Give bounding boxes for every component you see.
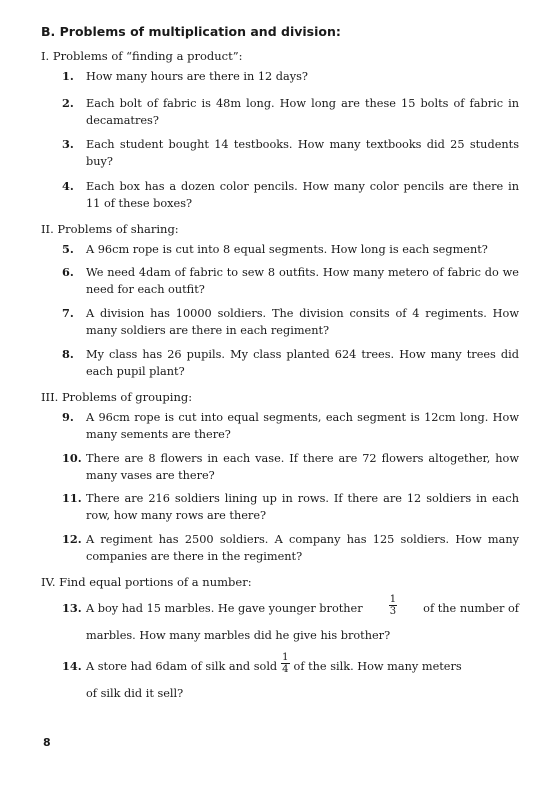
problem-number: 5. — [62, 242, 74, 256]
problem-number: 13. — [62, 601, 82, 615]
problem-number: 8. — [62, 347, 74, 361]
problem-text: My class has 26 pupils. My class planted 624 trees. How many trees did each pupil plant? — [86, 348, 519, 378]
problem-text: Each box has a dozen color pencils. How many color pencils are there in 11 of these boxes? — [86, 180, 519, 210]
subsection-title: I. Problems of “finding a product”: — [41, 49, 243, 63]
problem-text: A regiment has 2500 soldiers. A company has 125 soldiers. How many companies are there in the regiment? — [86, 533, 519, 563]
problem-number: 3. — [62, 137, 74, 151]
problem-text-line2: marbles. How many marbles did he give his brother? — [86, 629, 391, 642]
problem-number: 11. — [62, 491, 82, 505]
problem-number: 12. — [62, 532, 82, 546]
problem-text — [86, 594, 519, 644]
problem-number: 4. — [62, 179, 74, 193]
problem-item — [62, 450, 519, 484]
problem-number: 9. — [62, 410, 74, 424]
problem-text: A 96cm rope is cut into 8 equal segments. How long is each segment? — [86, 243, 488, 256]
problem-number: 2. — [62, 96, 74, 110]
problem-number: 7. — [62, 306, 74, 320]
problem-item — [62, 346, 519, 380]
problem-text: A 96cm rope is cut into equal segments, each segment is 12cm long. How many sements are there? — [86, 411, 519, 441]
subsection-title: II. Problems of sharing: — [41, 222, 179, 236]
subsection-title: III. Problems of grouping: — [41, 390, 193, 404]
problem-number: 1. — [62, 69, 74, 83]
problem-item — [62, 264, 519, 298]
problem-text-line2: of silk did it sell? — [86, 687, 184, 700]
problem-text-before: A store had 6dam of silk and sold — [86, 660, 278, 673]
problem-item — [62, 136, 519, 170]
problem-text: There are 216 soldiers lining up in rows. If there are 12 soldiers in each row, how many rows are there? — [86, 492, 519, 522]
problem-item — [62, 178, 519, 212]
problem-number: 14. — [62, 659, 82, 673]
problem-item — [62, 241, 519, 258]
fraction-denominator: 3 — [389, 606, 397, 617]
subsection-title: IV. Find equal portions of a number: — [41, 575, 252, 589]
problem-text: We need 4dam of fabric to sew 8 outfits. How many metero of fabric do we need for each outfit? — [86, 266, 519, 296]
problem-item — [62, 95, 519, 129]
problem-text: How many hours are there in 12 days? — [86, 70, 308, 83]
problem-text: A division has 10000 soldiers. The division consits of 4 regiments. How many soldiers are there in each regiment? — [86, 307, 519, 337]
problem-text — [86, 652, 519, 702]
problem-item — [62, 652, 519, 702]
problem-item — [62, 490, 519, 524]
page-number: 8 — [43, 736, 51, 749]
fraction-denominator: 4 — [282, 664, 289, 675]
problem-text: Each student bought 14 testbooks. How many textbooks did 25 students buy? — [86, 138, 519, 168]
problem-item — [62, 68, 519, 85]
problem-number: 10. — [62, 451, 82, 465]
problem-text: There are 8 flowers in each vase. If there are 72 flowers altogether, how many vases are there? — [86, 452, 519, 482]
problem-item — [62, 594, 519, 644]
fraction-numerator: 1 — [389, 594, 397, 605]
fraction — [389, 594, 397, 617]
fraction — [281, 652, 289, 675]
problem-item — [62, 531, 519, 565]
problem-text-before: A boy had 15 marbles. He gave younger brother — [86, 602, 363, 615]
problem-text-after: of the number of — [423, 602, 519, 615]
problem-item — [62, 409, 519, 443]
problem-text: Each bolt of fabric is 48m long. How long are these 15 bolts of fabric in decamatres? — [86, 97, 519, 127]
fraction-numerator: 1 — [282, 652, 289, 663]
problem-number: 6. — [62, 265, 74, 279]
section-heading: B. Problems of multiplication and division: — [41, 24, 341, 39]
problem-item — [62, 305, 519, 339]
problem-text-after: of the silk. How many meters — [293, 660, 462, 673]
